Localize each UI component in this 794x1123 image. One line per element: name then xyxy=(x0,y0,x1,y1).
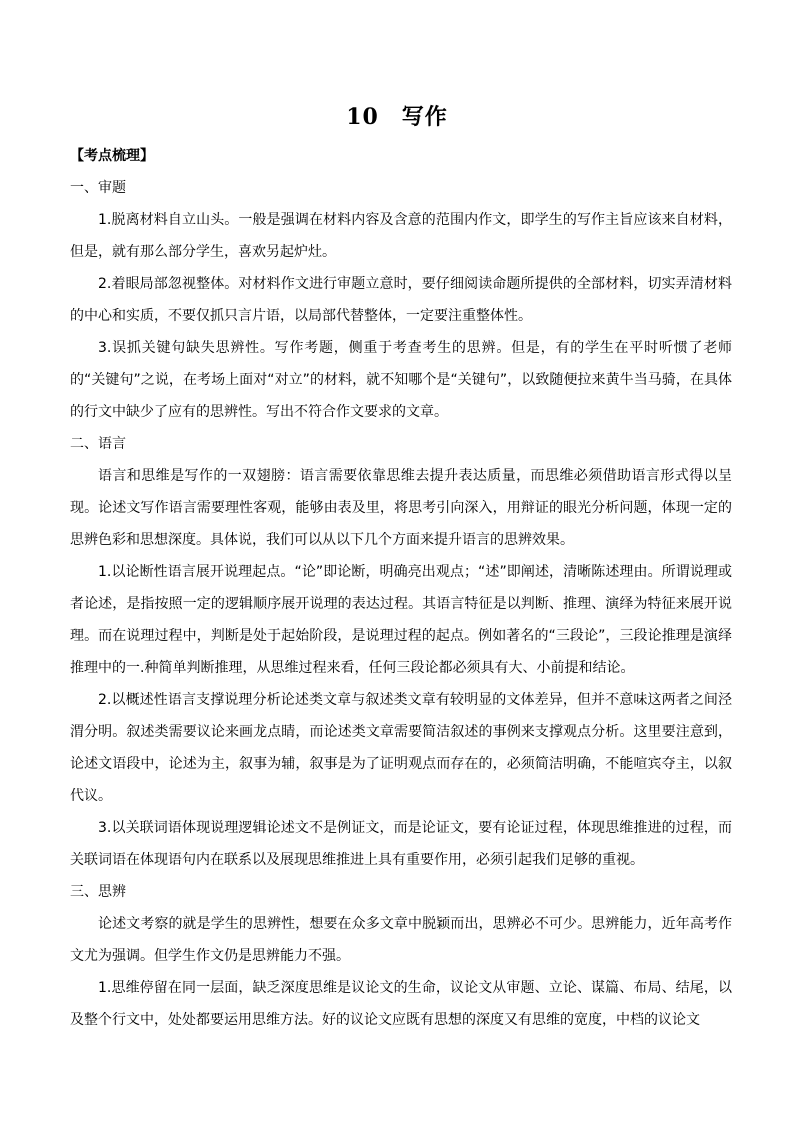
paragraph: 3.误抓关键句缺失思辨性。写作考题，侧重于考查考生的思辨。但是，有的学生在平时听惯了老师的“关键句”之说，在考场上面对“对立”的材料，就不知哪个是“关键句”，以致随便拉来黄牛当马骑，在具体的行文中缺少了应有的思辨性。写出不符合作文要求的文章。 xyxy=(70,340,732,420)
paragraph: 语言和思维是写作的一双翅膀：语言需要依靠思维去提升表达质量，而思维必须借助语言形式得以呈现。论述文写作语言需要理性客观，能够由表及里，将思考引向深入，用辩证的眼光分析问题，体现一定的思辨色彩和思想深度。具体说，我们可以从以下几个方面来提升语言的思辨效果。 xyxy=(70,468,732,548)
page-title: 10 写作 xyxy=(346,104,448,130)
paragraph: 1.思维停留在同一层面，缺乏深度思维是议论文的生命，议论文从审题、立论、谋篇、布局、结尾，以及整个行文中，处处都要运用思维方法。好的议论文应既有思想的深度又有思维的宽度，中档的议论文 xyxy=(70,980,732,1028)
section-heading: 一、审题 xyxy=(70,180,126,196)
paragraph: 3.以关联词语体现说理逻辑论述文不是例证文，而是论证文，要有论证过程，体现思维推进的过程，而关联词语在体现语句内在联系以及展现思维推进上具有重要作用，必须引起我们足够的重视。 xyxy=(70,820,732,868)
paragraph: 2.着眼局部忽视整体。对材料作文进行审题立意时，要仔细阅读命题所提供的全部材料，切实弄清材料的中心和实质，不要仅抓只言片语，以局部代替整体，一定要注重整体性。 xyxy=(70,276,732,324)
paragraph: 1.以论断性语言展开说理起点。“论”即论断，明确亮出观点；“述”即阐述，清晰陈述理由。所谓说理或者论述，是指按照一定的逻辑顺序展开说理的表达过程。其语言特征是以判断、推理、演绎为特征来展开说理。而在说理过程中，判断是处于起始阶段，是说理过程的起点。例如著名的“三段论”，三段论推理是演绎推理中的一.种简单判断推理，从思维过程来看，任何三段论都必须具有大、小前提和结论。 xyxy=(70,564,732,676)
document-body xyxy=(70,140,732,1036)
content-blocks xyxy=(70,172,732,1036)
section-label: 【考点梳理】 xyxy=(70,148,154,164)
paragraph: 1.脱离材料自立山头。一般是强调在材料内容及含意的范围内作文，即学生的写作主旨应该来自材料，但是，就有那么部分学生，喜欢另起炉灶。 xyxy=(70,212,732,260)
section-heading: 三、思辨 xyxy=(70,884,126,900)
paragraph: 论述文考察的就是学生的思辨性，想要在众多文章中脱颖而出，思辨必不可少。思辨能力，近年高考作文尤为强调。但学生作文仍是思辨能力不强。 xyxy=(70,916,732,964)
paragraph: 2.以概述性语言支撑说理分析论述类文章与叙述类文章有较明显的文体差异，但并不意味这两者之间泾渭分明。叙述类需要议论来画龙点睛，而论述类文章需要简洁叙述的事例来支撑观点分析。这里要注意到，论述文语段中，论述为主，叙事为辅，叙事是为了证明观点而存在的，必须简洁明确，不能喧宾夺主，以叙代议。 xyxy=(70,692,732,804)
section-heading: 二、语言 xyxy=(70,436,126,452)
